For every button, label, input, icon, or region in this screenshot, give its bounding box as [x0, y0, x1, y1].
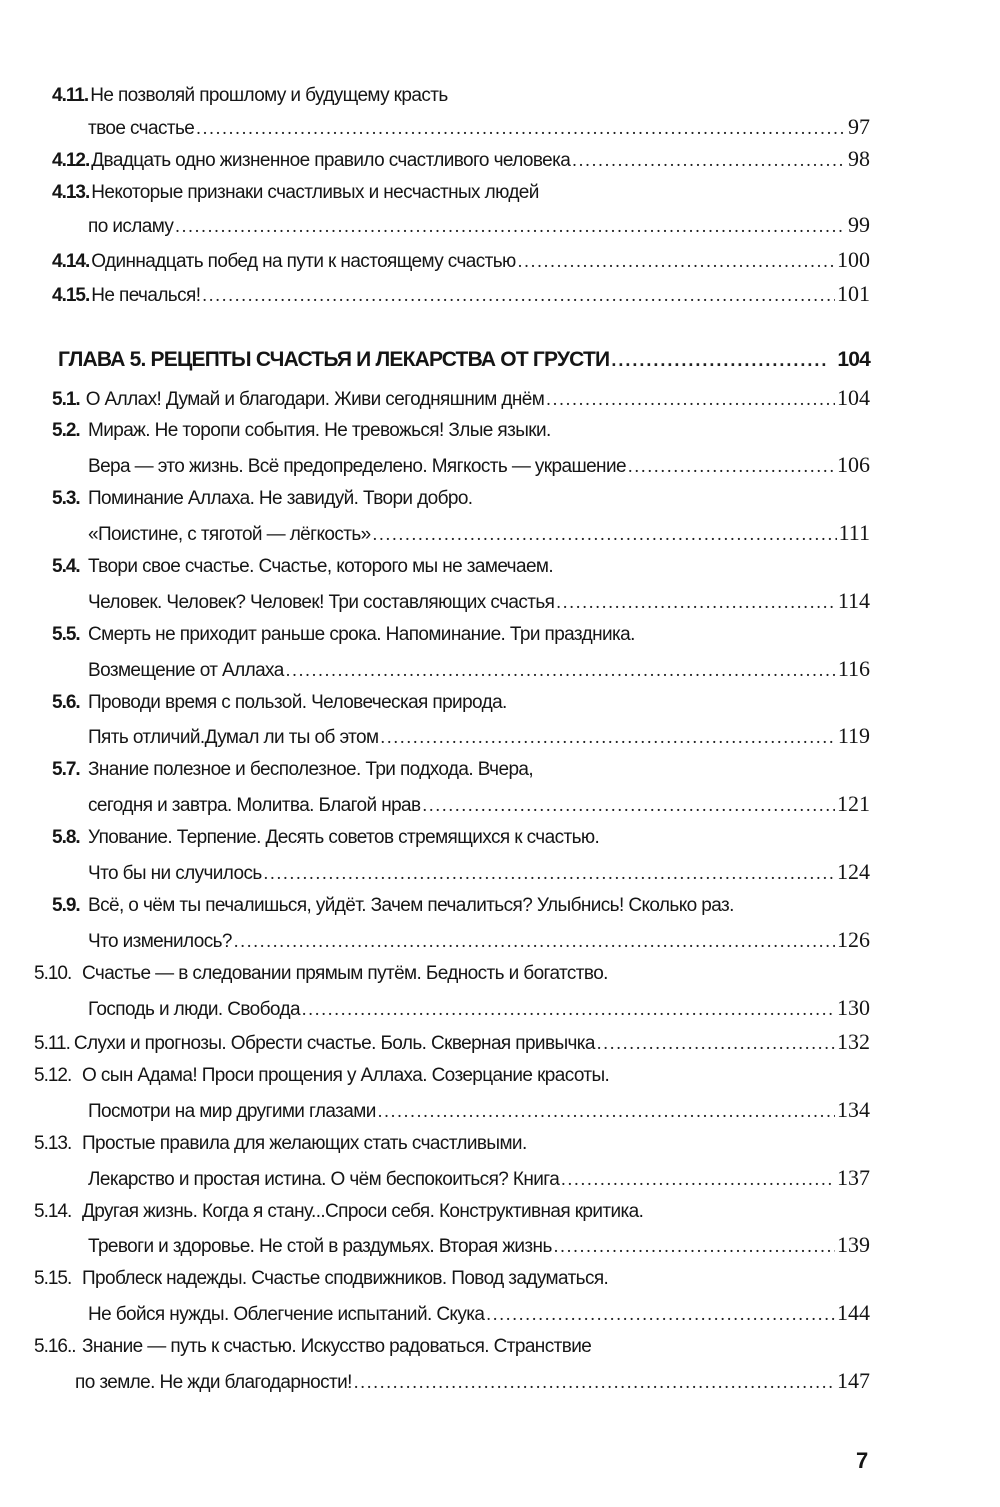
entry-title-cont: Тревоги и здоровье. Не стой в раздумьях. Вторая жизнь: [88, 1236, 552, 1257]
entry-title-cont: Не бойся нужды. Облегчение испытаний. Скука: [88, 1304, 485, 1325]
entry-page: 114: [837, 588, 870, 613]
entry-page: 116: [837, 656, 870, 681]
toc-entry-line: [88, 856, 870, 888]
entry-number: 5.10.: [34, 963, 72, 984]
entry-number: 5.13.: [34, 1133, 72, 1154]
entry-page: 132: [837, 1029, 870, 1054]
entry-page: 139: [837, 1232, 870, 1257]
toc-entry-line: [34, 1263, 870, 1295]
leader-dots: [234, 925, 835, 957]
leader-dots: [286, 654, 836, 686]
entry-number: 4.11.: [52, 85, 89, 106]
leader-dots: [380, 721, 835, 753]
entry-title-cont: «Поистине, с тяготой — лёгкость»: [88, 524, 371, 545]
entry-page: 137: [837, 1165, 870, 1190]
toc-entry-line: [88, 209, 870, 241]
toc-entry-line: [52, 382, 870, 414]
leader-dots: [486, 1298, 835, 1330]
entry-page: 106: [837, 452, 870, 477]
toc-entry-line: [88, 720, 870, 752]
chapter-heading: [58, 344, 870, 376]
toc-entry-line: [88, 788, 870, 820]
entry-number: 5.12.: [34, 1065, 72, 1086]
entry-title-cont: сегодня и завтра. Молитва. Благой нрав: [88, 795, 421, 816]
entry-title-cont: Лекарство и простая истина. О чём беспокоиться? Книга: [88, 1169, 560, 1190]
toc-entry-line: [75, 1365, 870, 1397]
toc-entry-line: [88, 992, 870, 1024]
toc-entry-line: [88, 1162, 870, 1194]
entry-title: Всё, о чём ты печалишься, уйдёт. Зачем печалиться? Улыбнись! Сколько раз.: [88, 895, 734, 916]
toc-entry-line: [52, 177, 870, 209]
entry-title: Некоторые признаки счастливых и несчастных людей: [91, 182, 539, 203]
toc-entry-line: [34, 1060, 870, 1092]
entry-page: 99: [848, 212, 870, 237]
entry-number: 5.4.: [52, 556, 80, 577]
toc-entry-line: [88, 1297, 870, 1329]
entry-title: Твори свое счастье. Счастье, которого мы не замечаем.: [88, 556, 554, 577]
leader-dots: [423, 789, 835, 821]
entry-title: Проводи время с пользой. Человеческая природа.: [88, 692, 507, 713]
toc-entry-line: [52, 890, 870, 922]
entry-number: 4.15.: [52, 285, 90, 306]
leader-dots: [264, 857, 835, 889]
entry-page: 124: [837, 859, 870, 884]
leader-dots: [302, 993, 835, 1025]
toc-entry-line: [52, 244, 870, 276]
leader-dots: [597, 1027, 835, 1059]
leader-dots: [556, 586, 835, 618]
entry-title-cont: Что изменилось?: [88, 931, 232, 952]
toc-entry-line: [52, 80, 870, 112]
entry-number: 4.14.: [52, 251, 90, 272]
toc-entry-line: [88, 1094, 870, 1126]
toc-entry-line: [88, 924, 870, 956]
toc-entry-line: [52, 754, 870, 786]
entry-title: О Аллах! Думай и благодари. Живи сегодняшним днём: [85, 389, 545, 410]
entry-number: 5.5.: [52, 624, 80, 645]
entry-number: 5.8.: [52, 827, 80, 848]
chapter-page: 104: [837, 348, 870, 371]
entry-title: Другая жизнь. Когда я стану...Спроси себя. Конструктивная критика.: [82, 1201, 644, 1222]
leader-dots: [561, 1163, 835, 1195]
entry-page: 144: [837, 1300, 870, 1325]
entry-number: 4.12.: [52, 150, 90, 171]
leader-dots: [518, 245, 835, 277]
entry-number: 5.7.: [52, 759, 80, 780]
entry-title-cont: твое счастье: [88, 118, 195, 139]
entry-number: 5.14.: [34, 1201, 72, 1222]
leader-dots: [572, 144, 846, 176]
entry-number: 5.11.: [34, 1033, 70, 1054]
toc-entry-line: [34, 958, 870, 990]
entry-title: Двадцать одно жизненное правило счастливого человека: [91, 150, 571, 171]
entry-title: Не печалься!: [91, 285, 201, 306]
toc-entry-line: [34, 1128, 870, 1160]
entry-number: 5.6.: [52, 692, 80, 713]
toc-entry-line: [88, 1229, 870, 1261]
toc-entry-line: [52, 278, 870, 310]
toc-entry-line: [34, 1196, 870, 1228]
toc-entry-line: [52, 483, 870, 515]
entry-title-cont: Господь и люди. Свобода: [88, 999, 300, 1020]
entry-title: Знание полезное и бесполезное. Три подхода. Вчера,: [88, 759, 534, 780]
leader-dots: [546, 383, 835, 415]
entry-title: О сын Адама! Проси прощения у Аллаха. Созерцание красоты.: [82, 1065, 610, 1086]
toc-entry-line: [52, 551, 870, 583]
entry-title: Простые правила для желающих стать счастливыми.: [82, 1133, 527, 1154]
entry-page: 121: [837, 791, 870, 816]
entry-number: 5.1.: [52, 389, 80, 410]
leader-dots: [378, 1095, 835, 1127]
entry-page: 147: [837, 1368, 870, 1393]
toc-entry-line: [52, 619, 870, 651]
entry-title-cont: по исламу: [88, 216, 174, 237]
entry-title-cont: Возмещение от Аллаха: [88, 660, 284, 681]
entry-number: 5.16..: [34, 1336, 76, 1357]
toc-entry-line: [52, 822, 870, 854]
entry-number: 5.2.: [52, 420, 80, 441]
entry-title-cont: Посмотри на мир другими глазами: [88, 1101, 376, 1122]
entry-number: 5.9.: [52, 895, 80, 916]
toc-entry-line: [34, 1331, 870, 1363]
entry-page: 130: [837, 995, 870, 1020]
entry-title: Счастье — в следовании прямым путём. Бедность и богатство.: [82, 963, 608, 984]
entry-page: 100: [837, 247, 870, 272]
entry-title-cont: по земле. Не жди благодарности!: [75, 1372, 352, 1393]
entry-title: Слухи и прогнозы. Обрести счастье. Боль. Скверная привычка: [73, 1033, 595, 1054]
leader-dots: [554, 1230, 835, 1262]
entry-page: 134: [837, 1097, 870, 1122]
entry-title-cont: Пять отличий.Думал ли ты об этом: [88, 727, 379, 748]
entry-title-cont: Что бы ни случилось: [88, 863, 262, 884]
entry-page: 119: [837, 723, 870, 748]
entry-title: Не позволяй прошлому и будущему красть: [90, 85, 448, 106]
toc-entry-line: [52, 687, 870, 719]
toc-entry-line: [88, 111, 870, 143]
toc-entry-line: [52, 143, 870, 175]
toc-entry-line: [88, 449, 870, 481]
leader-dots: [202, 279, 835, 311]
entry-title: Проблеск надежды. Счастье сподвижников. Повод задуматься.: [82, 1268, 609, 1289]
chapter-title: ГЛАВА 5. РЕЦЕПТЫ СЧАСТЬЯ И ЛЕКАРСТВА ОТ ГРУСТИ: [58, 348, 610, 371]
entry-page: 111: [838, 520, 870, 545]
entry-title-cont: Человек. Человек? Человек! Три составляющих счастья: [88, 592, 555, 613]
toc-entry-line: [88, 517, 870, 549]
entry-page: 98: [848, 146, 870, 171]
entry-number: 5.15.: [34, 1268, 72, 1289]
entry-title-cont: Вера — это жизнь. Всё предопределено. Мягкость — украшение: [88, 456, 626, 477]
entry-page: 97: [848, 114, 870, 139]
entry-title: Поминание Аллаха. Не завидуй. Твори добро.: [88, 488, 473, 509]
leader-dots: [175, 210, 846, 242]
leader-dots: [628, 450, 835, 482]
entry-title: Упование. Терпение. Десять советов стремящихся к счастью.: [88, 827, 600, 848]
entry-page: 126: [837, 927, 870, 952]
toc-entry-line: [88, 653, 870, 685]
page-number: 7: [856, 1448, 869, 1473]
leader-dots: [354, 1366, 835, 1398]
toc-entry-line: [34, 1026, 870, 1058]
leader-dots: [611, 344, 829, 376]
leader-dots: [196, 112, 846, 144]
entry-number: 5.3.: [52, 488, 80, 509]
entry-title: Смерть не приходит раньше срока. Напоминание. Три праздника.: [88, 624, 635, 645]
entry-title: Одиннадцать побед на пути к настоящему счастью: [91, 251, 516, 272]
entry-title: Мираж. Не торопи события. Не тревожься! Злые языки.: [88, 420, 551, 441]
entry-title: Знание — путь к счастью. Искусство радоваться. Странствие: [82, 1336, 592, 1357]
toc-entry-line: [88, 585, 870, 617]
leader-dots: [373, 518, 837, 550]
toc-entry-line: [52, 415, 870, 447]
entry-page: 101: [837, 281, 870, 306]
entry-page: 104: [837, 385, 870, 410]
entry-number: 4.13.: [52, 182, 90, 203]
